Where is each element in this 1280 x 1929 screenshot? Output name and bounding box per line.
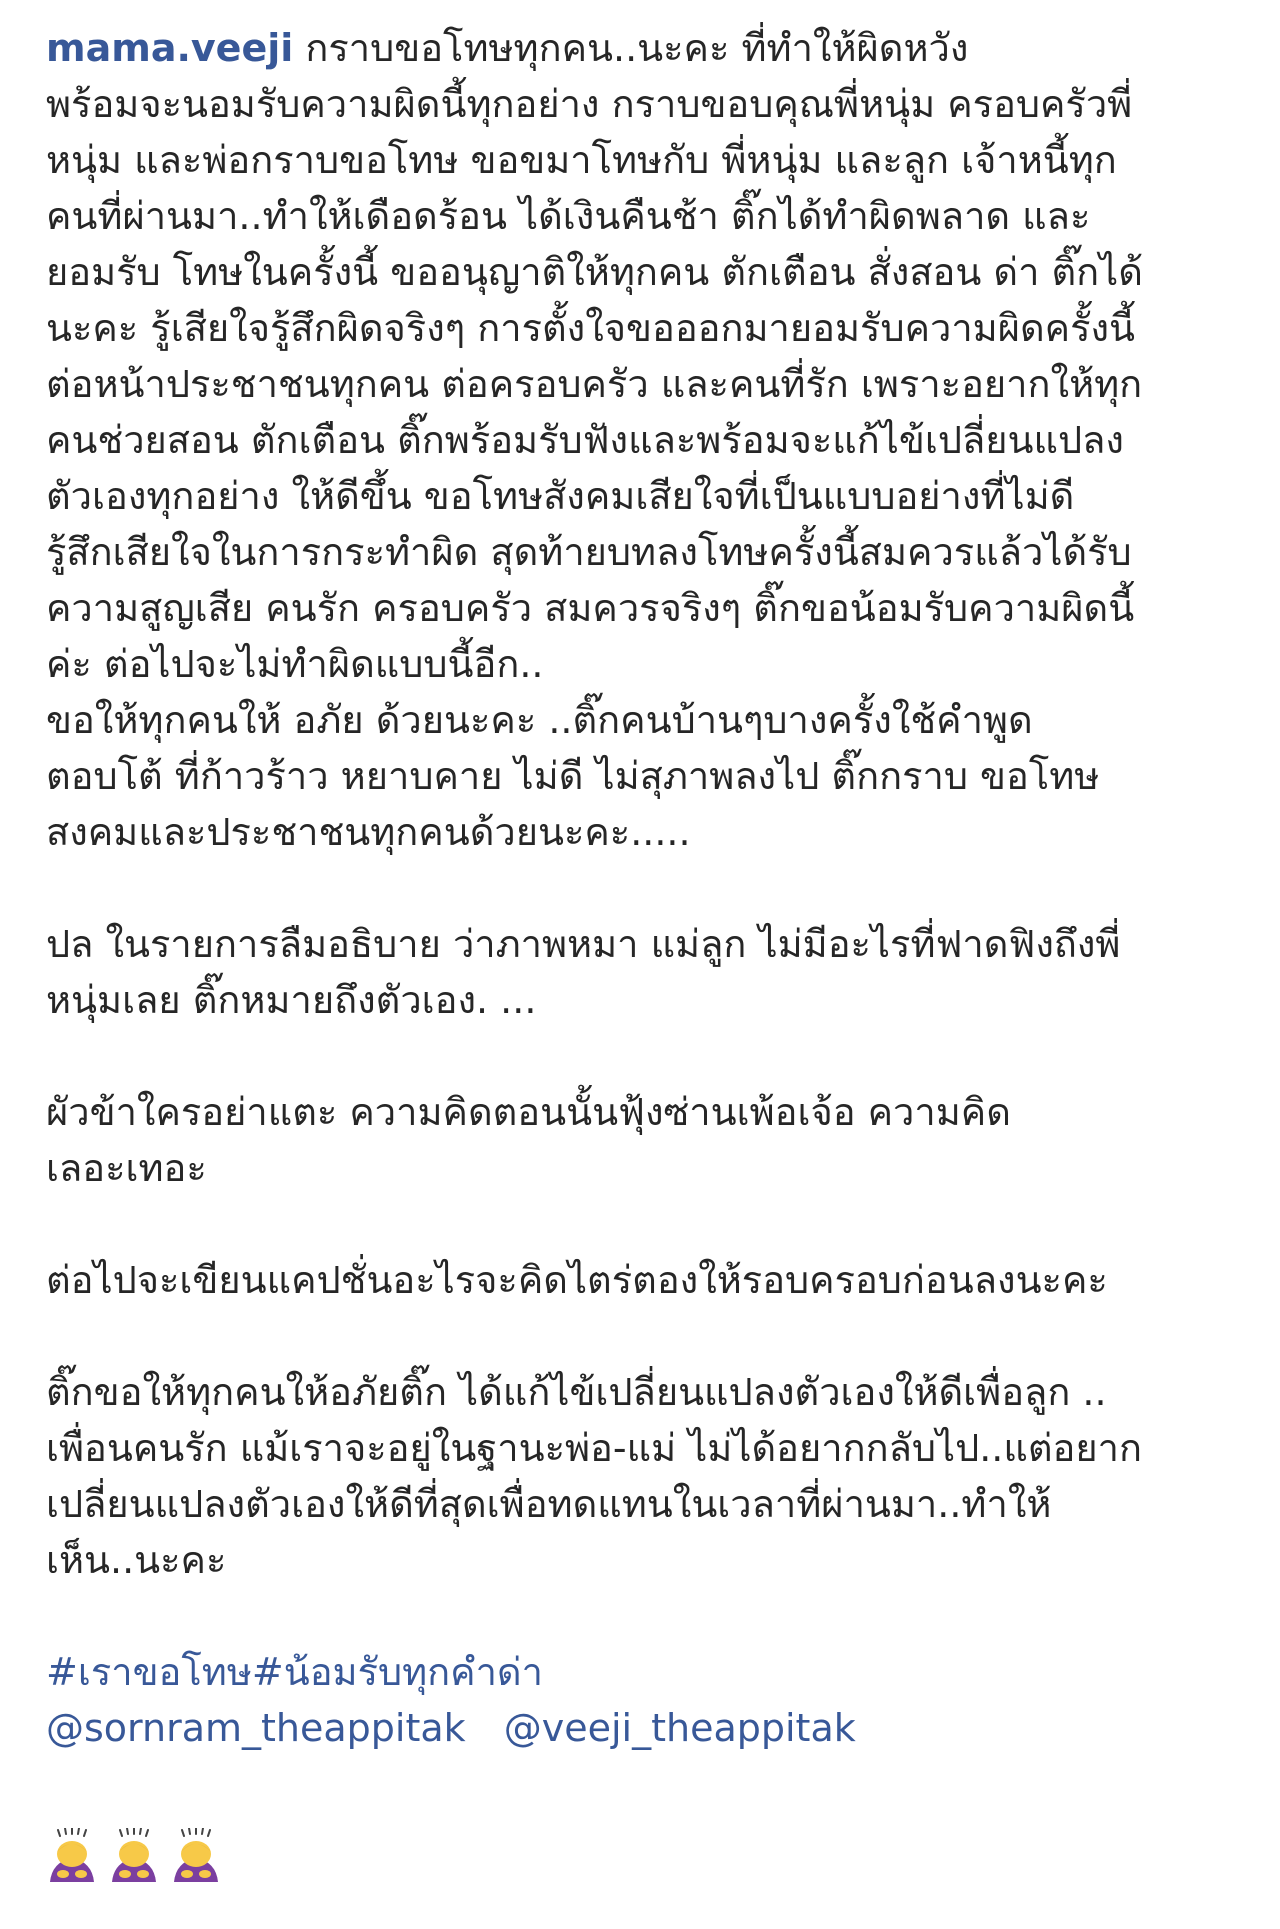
person-bowing-icon bbox=[46, 1828, 98, 1884]
caption-paragraph-2: ปล ในรายการลืมอธิบาย ว่าภาพหมา แม่ลูก ไม่มีอะไรที่ฟาดฟิงถึงพี่ หนุ่มเลย ติ๊กหมายถึงตัวเอง. ... bbox=[46, 922, 1121, 1022]
person-bowing-icon bbox=[108, 1828, 160, 1884]
caption-paragraph-3: ผัวข้าใครอย่าแตะ ความคิดตอนนั้นฟุ้งซ่านเพ้อเจ้อ ความคิด เลอะเทอะ bbox=[46, 1090, 1011, 1190]
caption-paragraph-1 bbox=[46, 20, 1246, 860]
mention-line bbox=[46, 1700, 1246, 1756]
hashtag-link[interactable]: #เราขอโทษ#น้อมรับทุกคำด่า bbox=[46, 1650, 543, 1694]
caption-text-1: กราบขอโทษทุกคน..นะคะ ที่ทำให้ผิดหวัง พร้อมจะนอมรับความผิดนี้ทุกอย่าง กราบขอบคุณพี่หนุ่ม ครอบครัวพี่ หนุ่ม และพ่อกราบขอโทษ ขอขมาโทษกับ พี่หนุ่ม และลูก เจ้าหนี้ทุก คนที่ผ่านมา..ทำให้เดือดร้อน ได้เงินคืนช้า ติ๊กได้ทำผิดพลาด และ ยอมรับ โทษในครั้งนี้ ขออนุญาติให้ทุกคน ตักเตือน สั่งสอน ด่า ติ๊กได้ นะคะ รู้เสียใจรู้สึกผิดจริงๆ การตั้งใจขอออกมายอมรับความผิดครั้งนี้ ต่อหน้าประชาชนทุกคน ต่อครอบครัว และคนที่รัก เพราะอยากให้ทุก คนช่วยสอน ตักเตือน ติ๊กพร้อมรับฟังและพร้อมจะแก้ไข้เปลี่ยนแปลง ตัวเองทุกอย่าง ให้ดีขึ้น ขอโทษสังคมเสียใจที่เป็นแบบอย่างที่ไม่ดี รู้สึกเสียใจในการกระทำผิด สุดท้ายบทลงโทษครั้งนี้สมควรแล้วได้รับ ความสูญเสีย คนรัก ครอบครัว สมควรจริงๆ ติ๊กขอน้อมรับความผิดนี้ ค่ะ ต่อไปจะไม่ทำผิดแบบนี้อีก.. ขอให้ทุกคนให้ อภัย ด้วยนะคะ ..ติ๊กคนบ้านๆบางครั้งใช้คำพูด ตอบโต้ ที่ก้าวร้าว หยาบคาย ไม่ดี ไม่สุภาพลงไป ติ๊กกราบ ขอโทษ สงคมและประชาชนทุกคนด้วยนะคะ..... bbox=[46, 26, 1143, 854]
caption-paragraph-5: ติ๊กขอให้ทุกคนให้อภัยติ๊ก ได้แก้ไข้เปลี่ยนแปลงตัวเองให้ดีเพื่อลูก .. เพื่อนคนรัก แม้เราจะอยู่ในฐานะพ่อ-แม่ ไม่ได้อยากกลับไป..แต่อยาก เปลี่ยนแปลงตัวเองให้ดีที่สุดเพื่อทดแทนในเวลาที่ผ่านมา..ทำให้ เห็น..นะคะ bbox=[46, 1370, 1142, 1582]
mention-link-veeji[interactable]: @veeji_theappitak bbox=[503, 1706, 856, 1750]
emoji-row bbox=[46, 1828, 1246, 1884]
person-bowing-icon bbox=[170, 1828, 222, 1884]
paragraph-spacer bbox=[46, 1028, 1246, 1084]
username-link[interactable]: mama.veeji bbox=[46, 26, 294, 70]
caption-paragraph-4: ต่อไปจะเขียนแคปชั่นอะไรจะคิดไตร่ตองให้รอบครอบก่อนลงนะคะ bbox=[46, 1258, 1108, 1302]
paragraph-spacer bbox=[46, 1588, 1246, 1644]
paragraph-spacer bbox=[46, 1196, 1246, 1252]
mention-link-sornram[interactable]: @sornram_theappitak bbox=[46, 1706, 466, 1750]
hashtag-line bbox=[46, 1644, 1246, 1700]
paragraph-spacer bbox=[46, 1308, 1246, 1364]
paragraph-spacer bbox=[46, 860, 1246, 916]
post-caption bbox=[46, 20, 1246, 1884]
